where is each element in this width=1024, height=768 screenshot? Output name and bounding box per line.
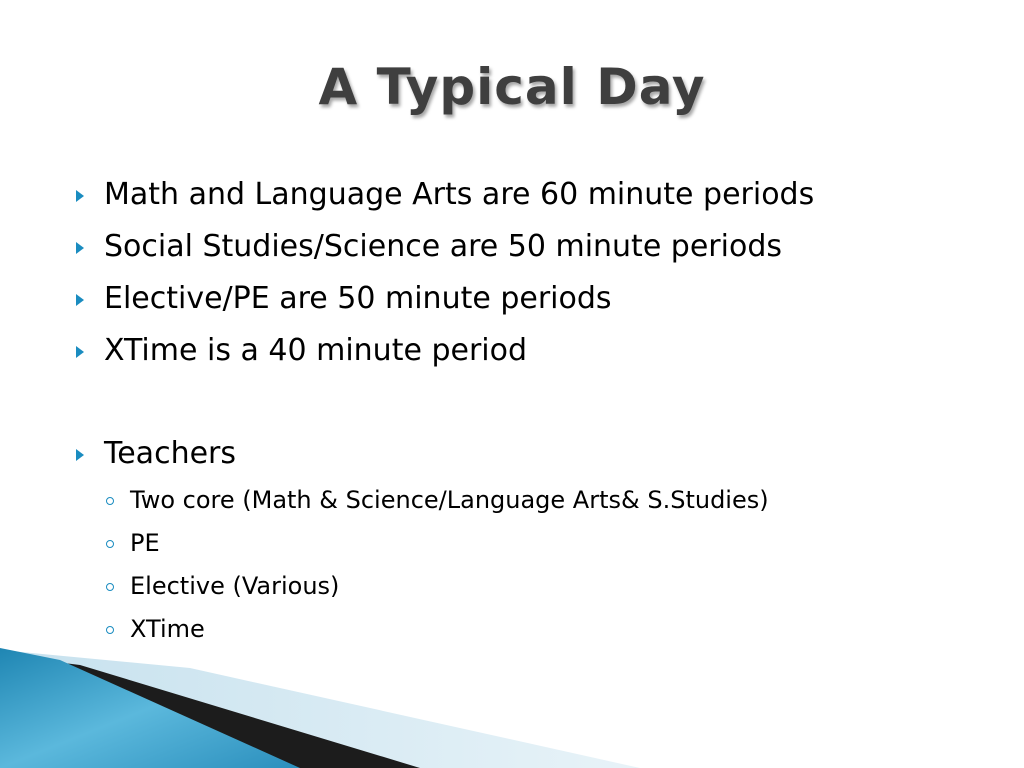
sub-bullet-text: XTime	[130, 615, 205, 643]
sub-bullet-text: PE	[130, 529, 160, 557]
bullet-text: Math and Language Arts are 60 minute periods	[104, 177, 815, 212]
bullet-text: Teachers	[104, 436, 236, 471]
sub-bullet-text: Elective (Various)	[130, 572, 340, 600]
bullet-text: XTime is a 40 minute period	[104, 333, 528, 368]
bullet-text: Social Studies/Science are 50 minute periods	[104, 229, 783, 264]
bullet-text: Elective/PE are 50 minute periods	[104, 281, 612, 316]
slide-title: A Typical Day	[318, 58, 706, 116]
sub-bullet-text: Two core (Math & Science/Language Arts& S.Studies)	[130, 486, 769, 514]
